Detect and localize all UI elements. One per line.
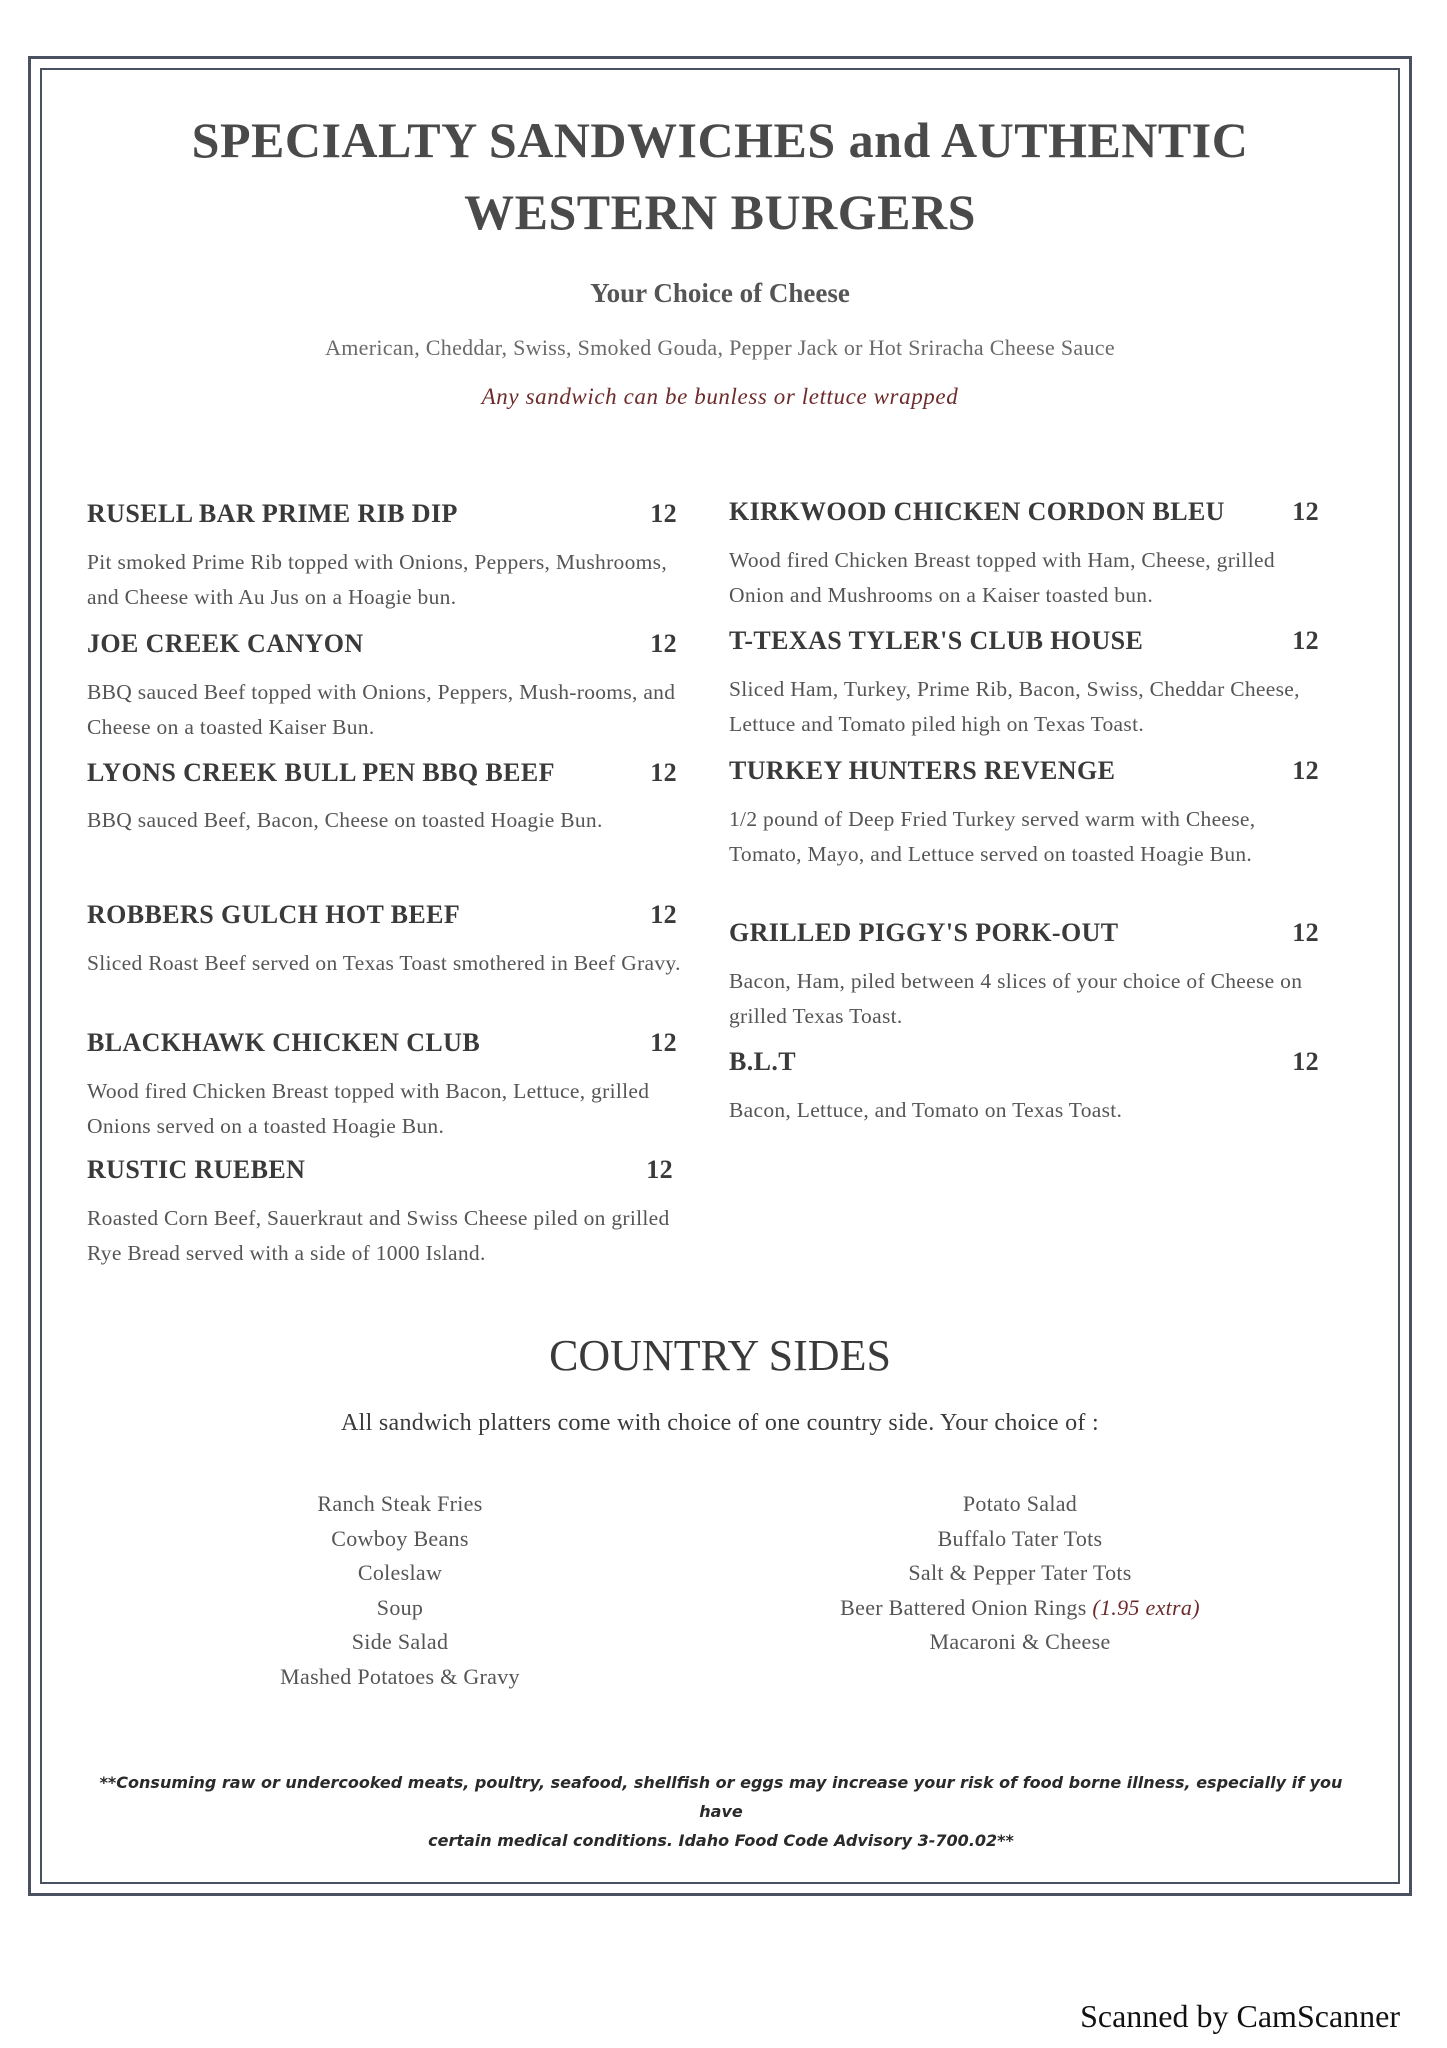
item-description: Wood fired Chicken Breast topped with Bacon, Lettuce, grilled Onions served on a toasted Hoagie Bun. [87, 1079, 650, 1138]
item-price: 12 [1292, 1047, 1319, 1076]
item-price: 12 [650, 499, 677, 528]
item-name: JOE CREEK CANYON [87, 629, 364, 658]
menu-item [729, 497, 1333, 613]
menu-item [87, 900, 691, 981]
item-description: Wood fired Chicken Breast topped with Ham, Cheese, grilled Onion and Mushrooms on a Kaiser toasted bun. [729, 548, 1275, 607]
sides-intro: All sandwich platters come with choice of one country side. Your choice of : [341, 1410, 1099, 1436]
title-line-2: WESTERN BURGERS [464, 184, 976, 240]
side-item: Cowboy Beans [331, 1525, 469, 1551]
extra-charge: (1.95 extra) [1092, 1594, 1200, 1620]
menu-item [87, 1028, 691, 1144]
side-item: Beer Battered Onion Rings [840, 1594, 1087, 1620]
menu-item [729, 626, 1333, 742]
item-price: 12 [1292, 756, 1319, 785]
item-price: 12 [646, 1155, 673, 1184]
item-name: RUSTIC RUEBEN [87, 1155, 306, 1184]
item-description: Sliced Roast Beef served on Texas Toast smothered in Beef Gravy. [87, 951, 681, 975]
item-description: 1/2 pound of Deep Fried Turkey served warm with Cheese, Tomato, Mayo, and Lettuce served on toasted Hoagie Bun. [729, 807, 1256, 866]
side-item: Coleslaw [357, 1560, 443, 1585]
item-price: 12 [1292, 626, 1319, 655]
item-description: BBQ sauced Beef, Bacon, Cheese on toasted Hoagie Bun. [87, 808, 603, 832]
item-description: Bacon, Lettuce, and Tomato on Texas Toast. [729, 1098, 1123, 1122]
cheese-options: American, Cheddar, Swiss, Smoked Gouda, Pepper Jack or Hot Sriracha Cheese Sauce [325, 335, 1115, 360]
side-item: Soup [376, 1594, 424, 1620]
side-item: Buffalo Tater Tots [937, 1525, 1103, 1551]
sides-title: COUNTRY SIDES [549, 1331, 891, 1380]
item-description: Sliced Ham, Turkey, Prime Rib, Bacon, Swiss, Cheddar Cheese, Lettuce and Tomato piled high on Texas Toast. [729, 677, 1300, 736]
side-item: Side Salad [351, 1629, 449, 1654]
side-item: Salt & Pepper Tater Tots [908, 1560, 1132, 1585]
scanner-watermark: Scanned by CamScanner [1080, 1998, 1400, 2034]
item-price: 12 [1292, 918, 1319, 947]
item-description: Bacon, Ham, piled between 4 slices of your choice of Cheese on grilled Texas Toast. [729, 969, 1303, 1028]
side-item: Macaroni & Cheese [929, 1629, 1111, 1654]
food-advisory [76, 1768, 1366, 1855]
item-description: BBQ sauced Beef topped with Onions, Peppers, Mush-rooms, and Cheese on a toasted Kaiser Bun. [87, 680, 676, 739]
cheese-heading: Your Choice of Cheese [590, 278, 850, 308]
menu-item [729, 1047, 1333, 1128]
menu-item [87, 499, 691, 615]
side-item: Ranch Steak Fries [317, 1491, 483, 1516]
advisory-line-1: **Consuming raw or undercooked meats, poultry, seafood, shellfish or eggs may increase your risk of food borne illness, especially if you have [99, 1773, 1343, 1821]
side-item: Potato Salad [962, 1491, 1078, 1516]
menu-item [729, 756, 1333, 872]
item-name: B.L.T [729, 1047, 797, 1076]
menu-item [87, 629, 691, 745]
title-line-1: SPECIALTY SANDWICHES and AUTHENTIC [191, 112, 1249, 168]
item-price: 12 [1292, 497, 1319, 526]
menu-item [87, 1155, 691, 1271]
menu-item [87, 758, 691, 843]
item-name: RUSELL BAR PRIME RIB DIP [87, 499, 458, 528]
item-price: 12 [650, 758, 677, 787]
item-name: T-TEXAS TYLER'S CLUB HOUSE [729, 626, 1144, 655]
sides-list-left [200, 1487, 600, 1694]
side-item-onion-rings [790, 1591, 1250, 1626]
item-price: 12 [650, 1028, 677, 1057]
item-name: KIRKWOOD CHICKEN CORDON BLEU [729, 497, 1225, 526]
item-name: TURKEY HUNTERS REVENGE [729, 756, 1116, 785]
bunless-note: Any sandwich can be bunless or lettuce wrapped [481, 384, 959, 409]
item-price: 12 [650, 900, 677, 929]
menu-item [729, 918, 1333, 1034]
item-name: GRILLED PIGGY'S PORK-OUT [729, 918, 1119, 947]
item-name: ROBBERS GULCH HOT BEEF [87, 900, 461, 929]
sides-list-right [790, 1487, 1250, 1660]
side-item: Mashed Potatoes & Gravy [280, 1663, 520, 1689]
advisory-line-2: certain medical conditions. Idaho Food Code Advisory 3-700.02** [428, 1831, 1014, 1850]
item-name: BLACKHAWK CHICKEN CLUB [87, 1028, 481, 1057]
item-price: 12 [650, 629, 677, 658]
page-title [90, 104, 1350, 248]
item-name: LYONS CREEK BULL PEN BBQ BEEF [87, 758, 555, 787]
item-description: Roasted Corn Beef, Sauerkraut and Swiss Cheese piled on grilled Rye Bread served with a side of 1000 Island. [87, 1206, 670, 1265]
item-description: Pit smoked Prime Rib topped with Onions, Peppers, Mushrooms, and Cheese with Au Jus on a Hoagie bun. [87, 550, 667, 609]
